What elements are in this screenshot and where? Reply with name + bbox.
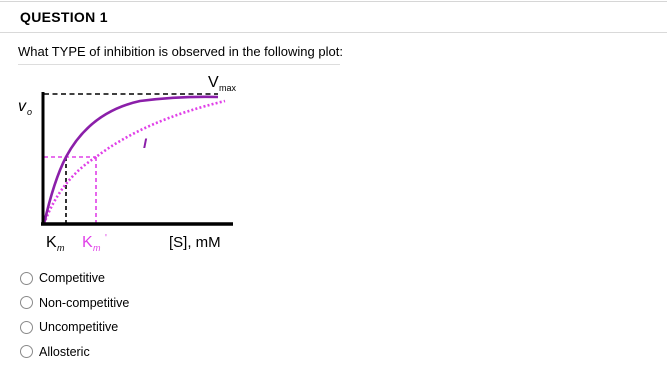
option-label: Competitive [39, 271, 105, 286]
km-prime-subscript: m [93, 243, 101, 253]
inhibitor-label: I [143, 135, 147, 151]
question-header: QUESTION 1 [20, 9, 108, 25]
option-non-competitive[interactable] [20, 291, 129, 316]
option-label: Uncompetitive [39, 320, 119, 335]
y-axis-label: v [18, 98, 26, 115]
option-label: Allosteric [39, 344, 90, 359]
vmax-label: V [208, 74, 219, 91]
radio-button[interactable] [20, 296, 33, 309]
x-axis-label: [S], mM [169, 234, 221, 251]
uninhibited-curve [44, 97, 218, 224]
km-subscript: m [57, 243, 65, 253]
option-allosteric[interactable] [20, 340, 129, 365]
option-label: Non-competitive [39, 295, 130, 310]
km-label: K [46, 234, 57, 251]
option-competitive[interactable] [20, 266, 129, 291]
inhibited-curve [44, 101, 225, 224]
y-axis-subscript: o [27, 107, 33, 117]
radio-button[interactable] [20, 345, 33, 358]
answer-options [20, 266, 129, 364]
vmax-subscript: max [219, 83, 237, 93]
option-uncompetitive[interactable] [20, 315, 129, 340]
radio-button[interactable] [20, 272, 33, 285]
km-prime-label: K [82, 234, 93, 251]
km-prime-mark: ' [105, 233, 107, 244]
radio-button[interactable] [20, 321, 33, 334]
question-text: What TYPE of inhibition is observed in the following plot: [18, 44, 343, 59]
